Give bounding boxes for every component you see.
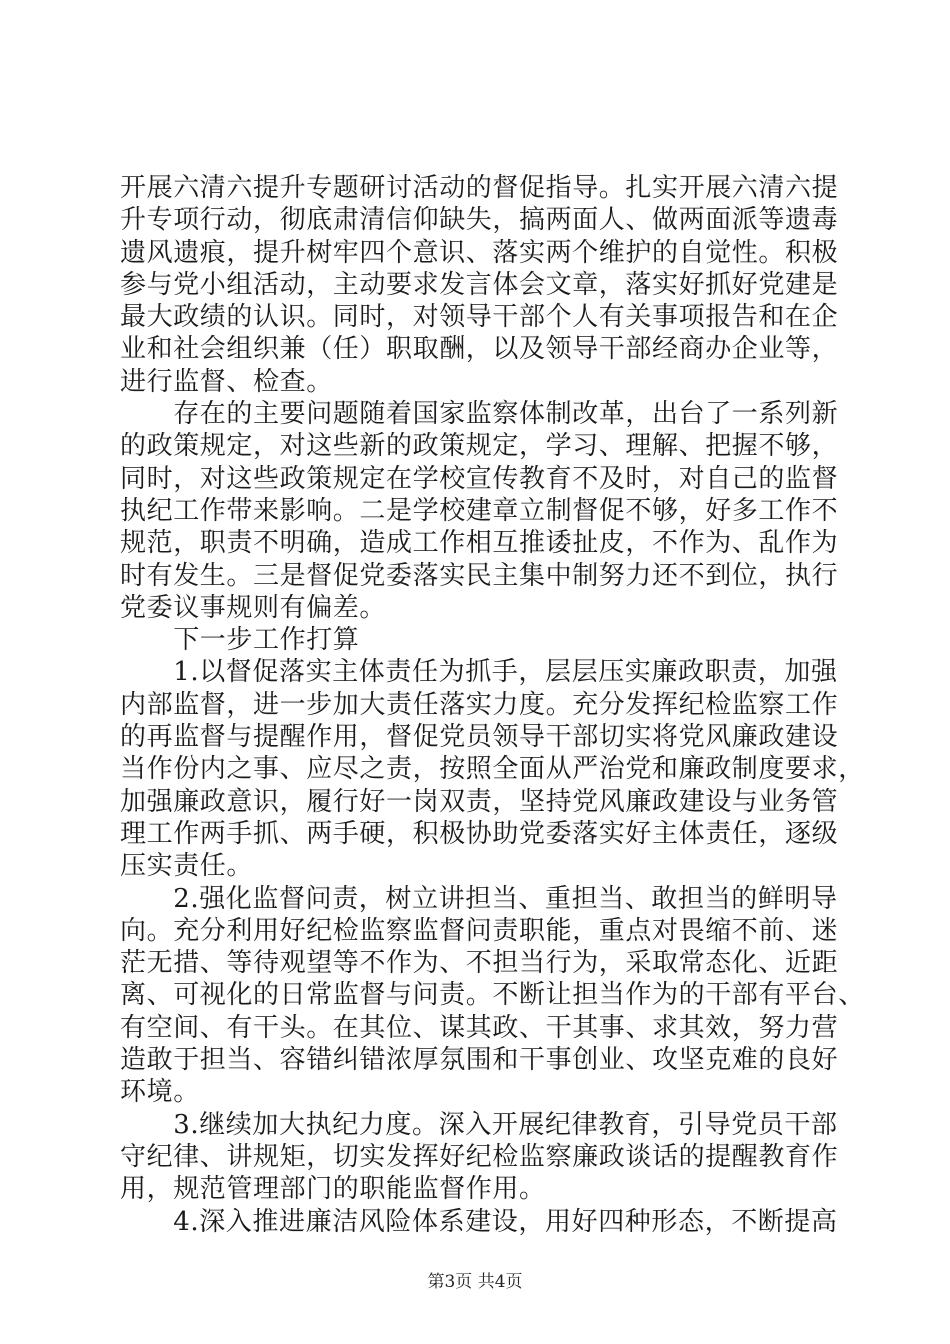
text-line: 造敢于担当、容错纠错浓厚氛围和干事创业、攻坚克难的良好 [120, 1045, 839, 1076]
document-body [120, 172, 865, 1238]
text-line: 有空间、有干头。在其位、谋其政、干其事、求其效，努力营 [120, 1012, 839, 1043]
text-line: 党委议事规则有偏差。 [120, 592, 387, 623]
text-line: 向。充分利用好纪检监察监督问责职能，重点对畏缩不前、迷 [120, 915, 839, 946]
text-line: 的再监督与提醒作用，督促党员领导干部切实将党风廉政建设 [120, 722, 839, 753]
text-line: 规范，职责不明确，造成工作相互推诿扯皮，不作为、乱作为 [120, 528, 839, 559]
section-heading: 下一步工作打算 [120, 625, 360, 656]
text-line: 进行监督、检查。 [120, 366, 333, 397]
text-line: 3.继续加大执纪力度。深入开展纪律教育，引导党员干部 [120, 1109, 838, 1140]
text-line: 加强廉政意识，履行好一岗双责，坚持党风廉政建设与业务管 [120, 786, 839, 817]
text-line: 时有发生。三是督促党委落实民主集中制努力还不到位，执行 [120, 560, 839, 591]
text-line: 同时，对这些政策规定在学校宣传教育不及时，对自己的监督 [120, 463, 839, 494]
text-line: 4.深入推进廉洁风险体系建设，用好四种形态，不断提高 [120, 1206, 838, 1237]
text-line: 业和社会组织兼（任）职取酬，以及领导干部经商办企业等， [120, 334, 839, 365]
text-line: 理工作两手抓、两手硬，积极协助党委落实好主体责任，逐级 [120, 818, 839, 849]
text-line: 的政策规定，对这些新的政策规定，学习、理解、把握不够， [120, 431, 839, 462]
text-line: 升专项行动，彻底肃清信仰缺失，搞两面人、做两面派等遗毒 [120, 205, 839, 236]
text-line: 遗风遗痕，提升树牢四个意识、落实两个维护的自觉性。积极 [120, 237, 839, 268]
text-line: 1.以督促落实主体责任为抓手，层层压实廉政职责，加强 [120, 657, 838, 688]
text-line: 压实责任。 [120, 851, 254, 882]
text-line: 开展六清六提升专题研讨活动的督促指导。扎实开展六清六提 [120, 173, 839, 203]
text-line: 内部监督，进一步加大责任落实力度。充分发挥纪检监察工作 [120, 689, 839, 720]
text-line: 离、可视化的日常监督与问责。不断让担当作为的干部有平台、 [120, 980, 865, 1011]
text-line: 当作份内之事、应尽之责，按照全面从严治党和廉政制度要求， [120, 754, 865, 785]
text-line: 守纪律、讲规矩，切实发挥好纪检监察廉政谈话的提醒教育作 [120, 1141, 839, 1172]
text-line: 存在的主要问题随着国家监察体制改革，出台了一系列新 [120, 399, 839, 430]
text-line: 环境。 [120, 1077, 200, 1108]
page-number-footer: 第3页 共4页 [427, 1272, 523, 1292]
text-line: 用，规范管理部门的职能监督作用。 [120, 1174, 546, 1205]
text-line: 2.强化监督问责，树立讲担当、重担当、敢担当的鲜明导 [120, 883, 838, 914]
text-line: 参与党小组活动，主动要求发言体会文章，落实好抓好党建是 [120, 269, 839, 300]
text-line: 茫无措、等待观望等不作为、不担当行为，采取常态化、近距 [120, 948, 839, 979]
text-line: 最大政绩的认识。同时，对领导干部个人有关事项报告和在企 [120, 302, 839, 333]
text-line: 执纪工作带来影响。二是学校建章立制督促不够，好多工作不 [120, 495, 839, 526]
